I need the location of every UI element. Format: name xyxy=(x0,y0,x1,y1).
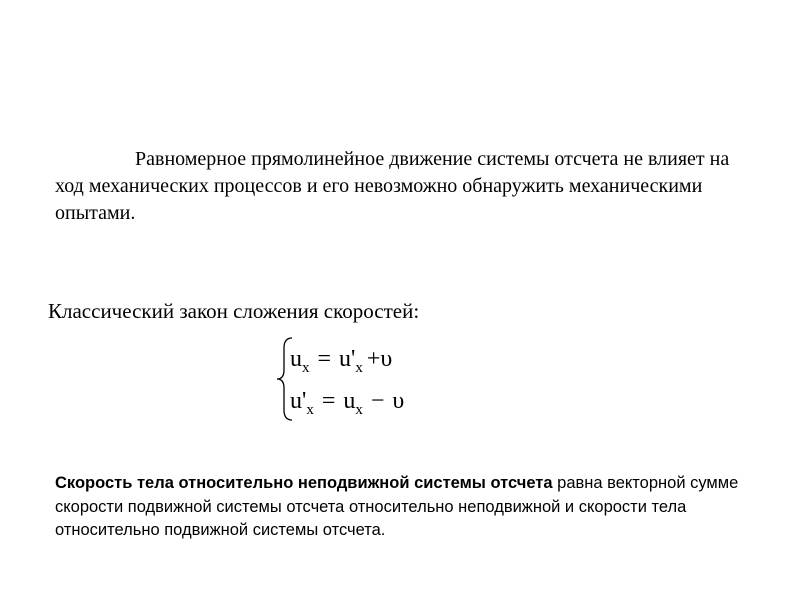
formula-1-rhs1: u' xyxy=(339,346,356,372)
formula-2-op: − xyxy=(370,388,385,414)
formula-1-rhs2: υ xyxy=(380,346,393,372)
formula-2-eq: = xyxy=(321,388,336,414)
formula-2-rhs2: υ xyxy=(392,388,405,414)
formula-2-lhs-sub: x xyxy=(306,402,314,418)
paragraph2-rest-text: равна векторной сумме скорости подвижной системы отсчета относительно неподвижной и скорости тела относительно подвижной системы отсчета. xyxy=(55,474,739,539)
formula-1-lhs: u xyxy=(290,346,302,372)
formula-1-rhs1-sub: x xyxy=(355,360,363,376)
formula-1-op: + xyxy=(366,346,381,372)
formula-2-rhs1: u xyxy=(343,388,356,414)
paragraph-inertial-motion: Равномерное прямолинейное движение системы отсчета не влияет на ход механических процессов и его невозможно обнаружить механическими опытами. xyxy=(55,148,730,224)
velocity-law-title: Классический закон сложения скоростей: xyxy=(48,299,420,323)
velocity-addition-formula xyxy=(270,336,440,422)
paragraph2-bold-text: Скорость тела относительно неподвижной системы отсчета xyxy=(55,474,553,492)
formula-2-rhs1-sub: x xyxy=(355,402,363,418)
formula-2-lhs: u' xyxy=(290,388,307,414)
paragraph-velocity-definition xyxy=(55,472,745,543)
formula-line-2 xyxy=(290,386,404,419)
formula-line-1 xyxy=(290,344,392,377)
formula-1-lhs-sub: x xyxy=(302,360,310,376)
formula-1-eq: = xyxy=(317,346,332,372)
